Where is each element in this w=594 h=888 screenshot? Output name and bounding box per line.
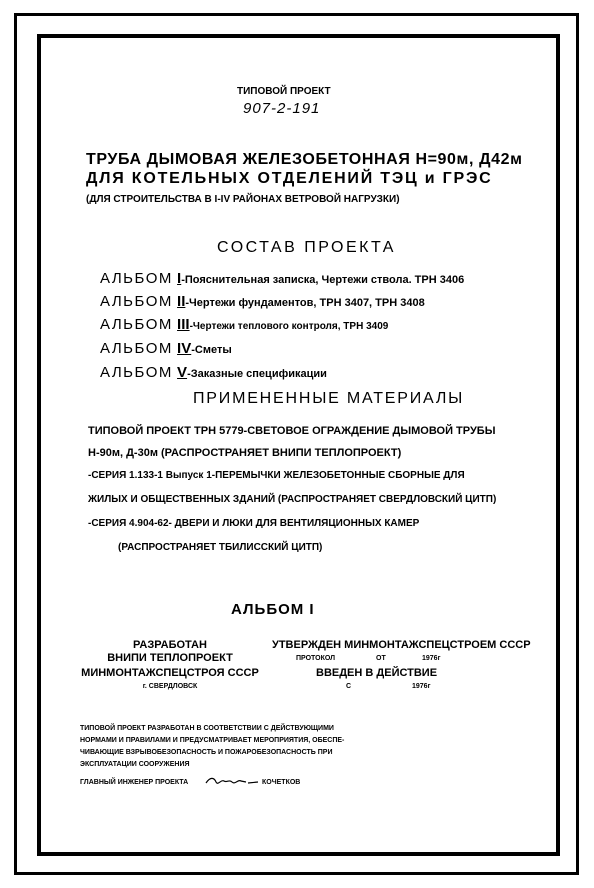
materials-line-1: ТИПОВОЙ ПРОЕКТ ТРН 5779-СВЕТОВОЕ ОГРАЖДЕНИЕ ДЫМОВОЙ ТРУБЫ [88,425,496,437]
album-num: II [177,293,186,310]
album-item-1 [100,271,464,286]
note-line-3: ЧИВАЮЩИЕ ВЗРЫВОБЕЗОПАСНОСТЬ И ПОЖАРОБЕЗОПАСНОСТЬ ПРИ [80,749,333,756]
album-name: АЛЬБОМ [100,364,173,381]
album-num: IV [177,340,192,357]
album-name: АЛЬБОМ [100,340,173,357]
materials-line-3: -СЕРИЯ 1.133-1 Выпуск 1-ПЕРЕМЫЧКИ ЖЕЛЕЗОБЕТОННЫЕ СБОРНЫЕ ДЛЯ [88,470,465,481]
album-num: V [177,364,188,381]
developed-line-1: РАЗРАБОТАН [133,639,207,651]
album-num: I [177,270,182,287]
project-label: ТИПОВОЙ ПРОЕКТ [237,86,331,97]
album-num: III [177,316,190,333]
materials-line-5: -СЕРИЯ 4.904-62- ДВЕРИ И ЛЮКИ ДЛЯ ВЕНТИЛЯЦИОННЫХ КАМЕР [88,518,420,529]
approved-line-1: УТВЕРЖДЕН МИНМОНТАЖСПЕЦСТРОЕМ СССР [272,639,531,651]
album-name: АЛЬБОМ [100,293,173,310]
approved-year-2: 1976г [412,683,431,690]
album-label: АЛЬБОМ I [231,601,315,618]
note-line-2: НОРМАМИ И ПРАВИЛАМИ И ПРЕДУСМАТРИВАЕТ МЕРОПРИЯТИЯ, ОБЕСПЕ- [80,737,345,744]
materials-heading: ПРИМЕНЕННЫЕ МАТЕРИАЛЫ [193,390,465,407]
approved-year-1: 1976г [422,655,441,662]
chief-engineer-label: ГЛАВНЫЙ ИНЖЕНЕР ПРОЕКТА [80,779,189,786]
developed-line-3: МИНМОНТАЖСПЕЦСТРОЯ СССР [81,667,259,679]
developed-city: г. СВЕРДЛОВСК [142,683,198,690]
album-name: АЛЬБОМ [100,270,173,287]
approved-protocol: ПРОТОКОЛ [296,655,336,662]
album-text: -Заказные спецификации [187,368,327,380]
chief-engineer-name: КОЧЕТКОВ [262,779,301,786]
title-line-1: ТРУБА ДЫМОВАЯ ЖЕЛЕЗОБЕТОННАЯ Н=90м, Д42м [86,151,523,168]
album-item-3 [100,317,388,332]
approved-with: С [346,683,352,690]
materials-line-4: ЖИЛЫХ И ОБЩЕСТВЕННЫХ ЗДАНИЙ (РАСПРОСТРАНЯЕТ СВЕРДЛОВСКИЙ ЦИТП) [88,494,497,505]
album-item-4 [100,341,232,356]
album-text: -Сметы [191,344,232,356]
composition-heading: СОСТАВ ПРОЕКТА [217,239,396,256]
album-text: -Чертежи фундаментов, ТРН 3407, ТРН 3408 [185,297,425,309]
project-number: 907-2-191 [243,100,321,117]
note-line-1: ТИПОВОЙ ПРОЕКТ РАЗРАБОТАН В СООТВЕТСТВИИ С ДЕЙСТВУЮЩИМИ [80,725,334,732]
album-text: -Пояснительная записка, Чертежи ствола. ТРН 3406 [181,274,465,286]
signature-image [204,773,260,789]
materials-line-6: (РАСПРОСТРАНЯЕТ ТБИЛИССКИЙ ЦИТП) [118,542,323,553]
album-item-5 [100,365,327,380]
title-line-3: (ДЛЯ СТРОИТЕЛЬСТВА В I-IV РАЙОНАХ ВЕТРОВОЙ НАГРУЗКИ) [86,194,400,205]
developed-line-2: ВНИПИ ТЕПЛОПРОЕКТ [107,652,233,664]
approved-line-3: ВВЕДЕН В ДЕЙСТВИЕ [316,667,438,679]
album-name: АЛЬБОМ [100,316,173,333]
materials-line-2: Н-90м, Д-30м (РАСПРОСТРАНЯЕТ ВНИПИ ТЕПЛОПРОЕКТ) [88,447,402,459]
note-line-4: ЭКСПЛУАТАЦИИ СООРУЖЕНИЯ [80,761,190,768]
title-line-2: ДЛЯ КОТЕЛЬНЫХ ОТДЕЛЕНИЙ ТЭЦ и ГРЭС [86,170,493,187]
approved-from: ОТ [376,655,386,662]
album-text: -Чертежи теплового контроля, ТРН 3409 [189,321,389,332]
album-item-2 [100,294,425,309]
